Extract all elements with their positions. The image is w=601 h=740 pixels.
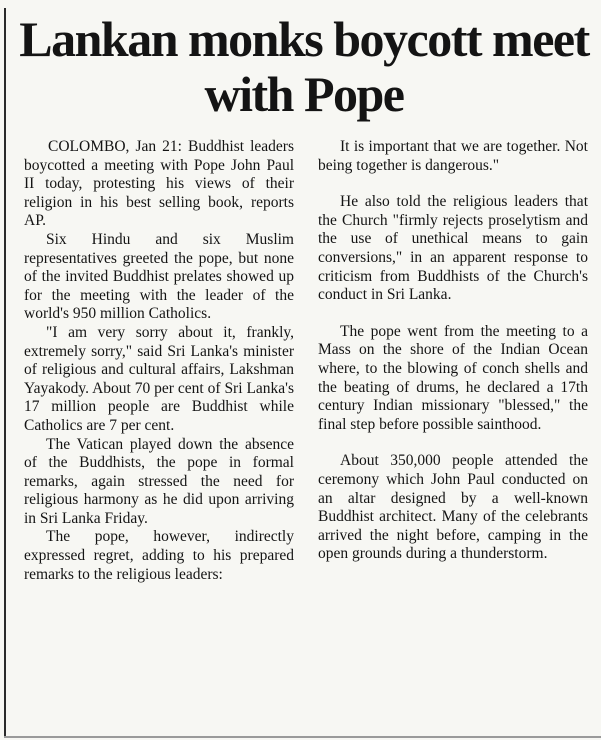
bottom-rule <box>4 736 601 738</box>
paragraph: The Vatican played down the absence of the Buddhists, the pope in formal remarks, again stressed the need for religious harmony as he did upon arriving in Sri Lanka Friday. <box>24 435 294 527</box>
left-column <box>24 138 294 584</box>
paragraph-dateline: COLOMBO, Jan 21: Buddhist leaders boycotted a meeting with Pope John Paul II today, protesting his views of their religion in his best selling book, reports AP. <box>24 138 294 230</box>
right-column <box>318 138 588 564</box>
paragraph: The pope, however, indirectly expressed regret, adding to his prepared remarks to the religious leaders: <box>24 528 294 583</box>
paragraph: It is important that we are together. Not being together is dangerous." <box>318 138 588 174</box>
paragraph: "I am very sorry about it, frankly, extremely sorry," said Sri Lanka's minister of religious and cultural affairs, Lakshman Yayakody. About 70 per cent of Sri Lanka's 17 million people are Buddhist while Catholics are 7 per cent. <box>24 323 294 434</box>
paragraph: The pope went from the meeting to a Mass on the shore of the Indian Ocean where, to the blowing of conch shells and the beating of drums, he declared a 17th century Indian missionary "blessed," the final step before possible sainthood. <box>318 322 588 433</box>
paragraph: About 350,000 people attended the ceremony which John Paul conducted on an altar designed by a well-known Buddhist architect. Many of the celebrants arrived the night before, camping in the open grounds during a thunderstorm. <box>318 452 588 563</box>
headline: Lankan monks boycott meet with Pope <box>19 11 589 122</box>
column-rule <box>4 8 6 736</box>
paragraph: He also told the religious leaders that the Church "firmly rejects proselytism and the use of unethical means to gain conversions," in an apparent response to criticism from Buddhists of the Church's conduct in Sri Lanka. <box>318 193 588 304</box>
paragraph: Six Hindu and six Muslim representatives greeted the pope, but none of the invited Buddhist prelates showed up for the meeting with the leader of the world's 950 million Catholics. <box>24 230 294 323</box>
